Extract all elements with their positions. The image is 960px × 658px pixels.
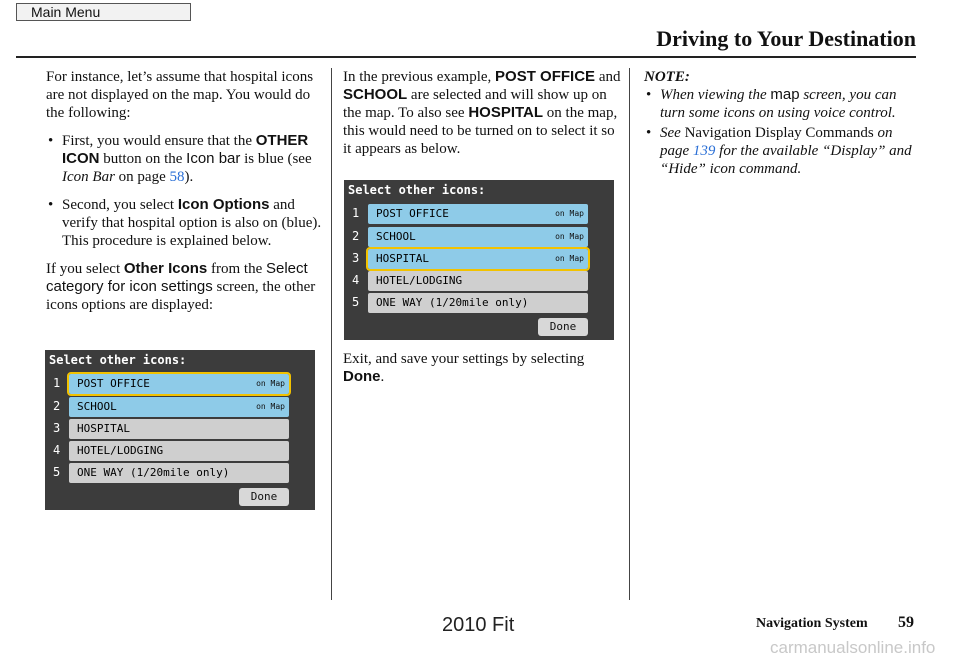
text: are selected and will show up on the map. To also see: [343, 87, 607, 121]
left-column: [46, 68, 324, 324]
item-number: 2: [352, 229, 360, 243]
icon-bar-ref: Icon Bar: [62, 169, 115, 185]
item-label: HOSPITAL: [376, 252, 429, 265]
item-number: 5: [53, 465, 61, 479]
screen-header: Select other icons:: [348, 183, 486, 197]
list-item[interactable]: [348, 293, 588, 313]
page-number: 59: [898, 614, 914, 631]
nav-screen-before: [45, 350, 315, 510]
text: screen, you can turn some icons on using voice control.: [660, 87, 897, 121]
text: is blue (see: [240, 151, 312, 167]
category-screen-label: Select category for icon settings: [46, 260, 308, 295]
text: on page: [114, 169, 170, 185]
bullet-dot: •: [48, 133, 54, 149]
bullet-2: [46, 196, 324, 250]
item-number: 1: [352, 206, 360, 220]
text: Exit, and save your settings by selecting: [343, 351, 585, 367]
other-icon-label: OTHER ICON: [62, 132, 309, 167]
hotel-lodging-button[interactable]: [69, 441, 289, 461]
icon-bar-label: Icon bar: [186, 150, 241, 167]
item-label: HOSPITAL: [77, 422, 130, 435]
map-label: map: [770, 86, 800, 103]
other-icons-paragraph: [46, 260, 324, 314]
text: If you select: [46, 261, 124, 277]
text: on page: [660, 125, 893, 159]
right-column: [644, 68, 912, 188]
item-number: 3: [53, 421, 61, 435]
list-item[interactable]: [49, 463, 289, 483]
text: See: [660, 125, 681, 141]
post-office-button[interactable]: [368, 204, 588, 224]
list-item[interactable]: [348, 204, 588, 224]
hospital-button[interactable]: [69, 419, 289, 439]
done-button[interactable]: Done: [239, 488, 289, 506]
text: on the map, this would need to be turned on to select it so it appears as below.: [343, 105, 618, 157]
exit-paragraph-block: [343, 350, 621, 396]
item-label: SCHOOL: [376, 230, 416, 243]
note-item-2: [644, 124, 912, 178]
list-item[interactable]: [49, 397, 289, 417]
bullet-dot: •: [646, 87, 652, 103]
note-item-1: [644, 86, 912, 122]
text: ).: [184, 169, 194, 185]
post-office-label: POST OFFICE: [495, 68, 596, 85]
screen-header: Select other icons:: [49, 353, 187, 367]
item-number: 5: [352, 295, 360, 309]
list-item[interactable]: [49, 441, 289, 461]
nav-screen-after: [344, 180, 614, 340]
text: First, you would ensure that the: [62, 133, 256, 149]
text: screen, the other icons options are displayed:: [46, 279, 316, 313]
text: from the: [207, 261, 266, 277]
text: button on the: [99, 151, 187, 167]
note-heading: NOTE:: [644, 69, 690, 85]
text: for the available “Display” and “Hide” icon command.: [660, 143, 912, 177]
hospital-button[interactable]: [368, 249, 588, 269]
intro-text: For instance, let’s assume that hospital icons are not displayed on the map. You would do the following:: [46, 69, 314, 121]
list-item[interactable]: [49, 419, 289, 439]
list-item[interactable]: [348, 249, 588, 269]
done-label: Done: [343, 368, 381, 385]
school-button[interactable]: [69, 397, 289, 417]
done-button[interactable]: Done: [538, 318, 588, 336]
list-item[interactable]: [49, 374, 289, 394]
item-number: 2: [53, 399, 61, 413]
one-way-button[interactable]: [368, 293, 588, 313]
text: and verify that hospital option is also on (blue). This procedure is explained below.: [62, 197, 322, 249]
main-menu-button[interactable]: Main Menu: [16, 3, 191, 21]
other-icons-label: Other Icons: [123, 260, 208, 277]
hospital-label: HOSPITAL: [468, 104, 544, 121]
list-item[interactable]: [348, 271, 588, 291]
page-link-58[interactable]: 58: [169, 169, 185, 185]
item-number: 3: [352, 251, 360, 265]
school-label: SCHOOL: [343, 86, 408, 103]
footer-system: Navigation System: [756, 616, 868, 631]
bullet-dot: •: [48, 197, 54, 213]
page-link-139[interactable]: 139: [692, 143, 716, 159]
bullet-dot: •: [646, 125, 652, 141]
middle-column: [343, 68, 621, 168]
post-office-button[interactable]: [69, 374, 289, 394]
one-way-button[interactable]: [69, 463, 289, 483]
item-number: 4: [53, 443, 61, 457]
text: Second, you select: [62, 197, 178, 213]
model-watermark: 2010 Fit: [442, 614, 515, 636]
text: .: [380, 369, 385, 385]
title-rule: [16, 56, 916, 58]
on-map-tag: on Map: [555, 232, 584, 241]
item-label: POST OFFICE: [376, 207, 449, 220]
column-divider: [629, 68, 630, 600]
hotel-lodging-button[interactable]: [368, 271, 588, 291]
on-map-tag: on Map: [555, 209, 584, 218]
text: In the previous example,: [343, 69, 496, 85]
column-divider: [331, 68, 332, 600]
exit-paragraph: [343, 350, 621, 386]
on-map-tag: on Map: [256, 402, 285, 411]
item-label: SCHOOL: [77, 400, 117, 413]
bullet-1: [46, 132, 324, 186]
site-watermark: carmanualsonline.info: [770, 638, 936, 657]
on-map-tag: on Map: [555, 254, 584, 263]
on-map-tag: on Map: [256, 379, 285, 388]
list-item[interactable]: [348, 227, 588, 247]
item-label: HOTEL/LODGING: [376, 274, 463, 287]
item-label: ONE WAY (1/20mile only): [77, 466, 230, 479]
page-title: Driving to Your Destination: [656, 26, 916, 51]
item-number: 1: [53, 376, 61, 390]
icon-options-label: Icon Options: [177, 196, 270, 213]
text: When viewing the: [660, 87, 771, 103]
text: Navigation Display Commands: [680, 125, 874, 141]
item-label: ONE WAY (1/20mile only): [376, 296, 529, 309]
item-label: HOTEL/LODGING: [77, 444, 164, 457]
previous-example-paragraph: [343, 68, 621, 158]
text: and: [595, 69, 621, 85]
school-button[interactable]: [368, 227, 588, 247]
item-label: POST OFFICE: [77, 377, 150, 390]
item-number: 4: [352, 273, 360, 287]
